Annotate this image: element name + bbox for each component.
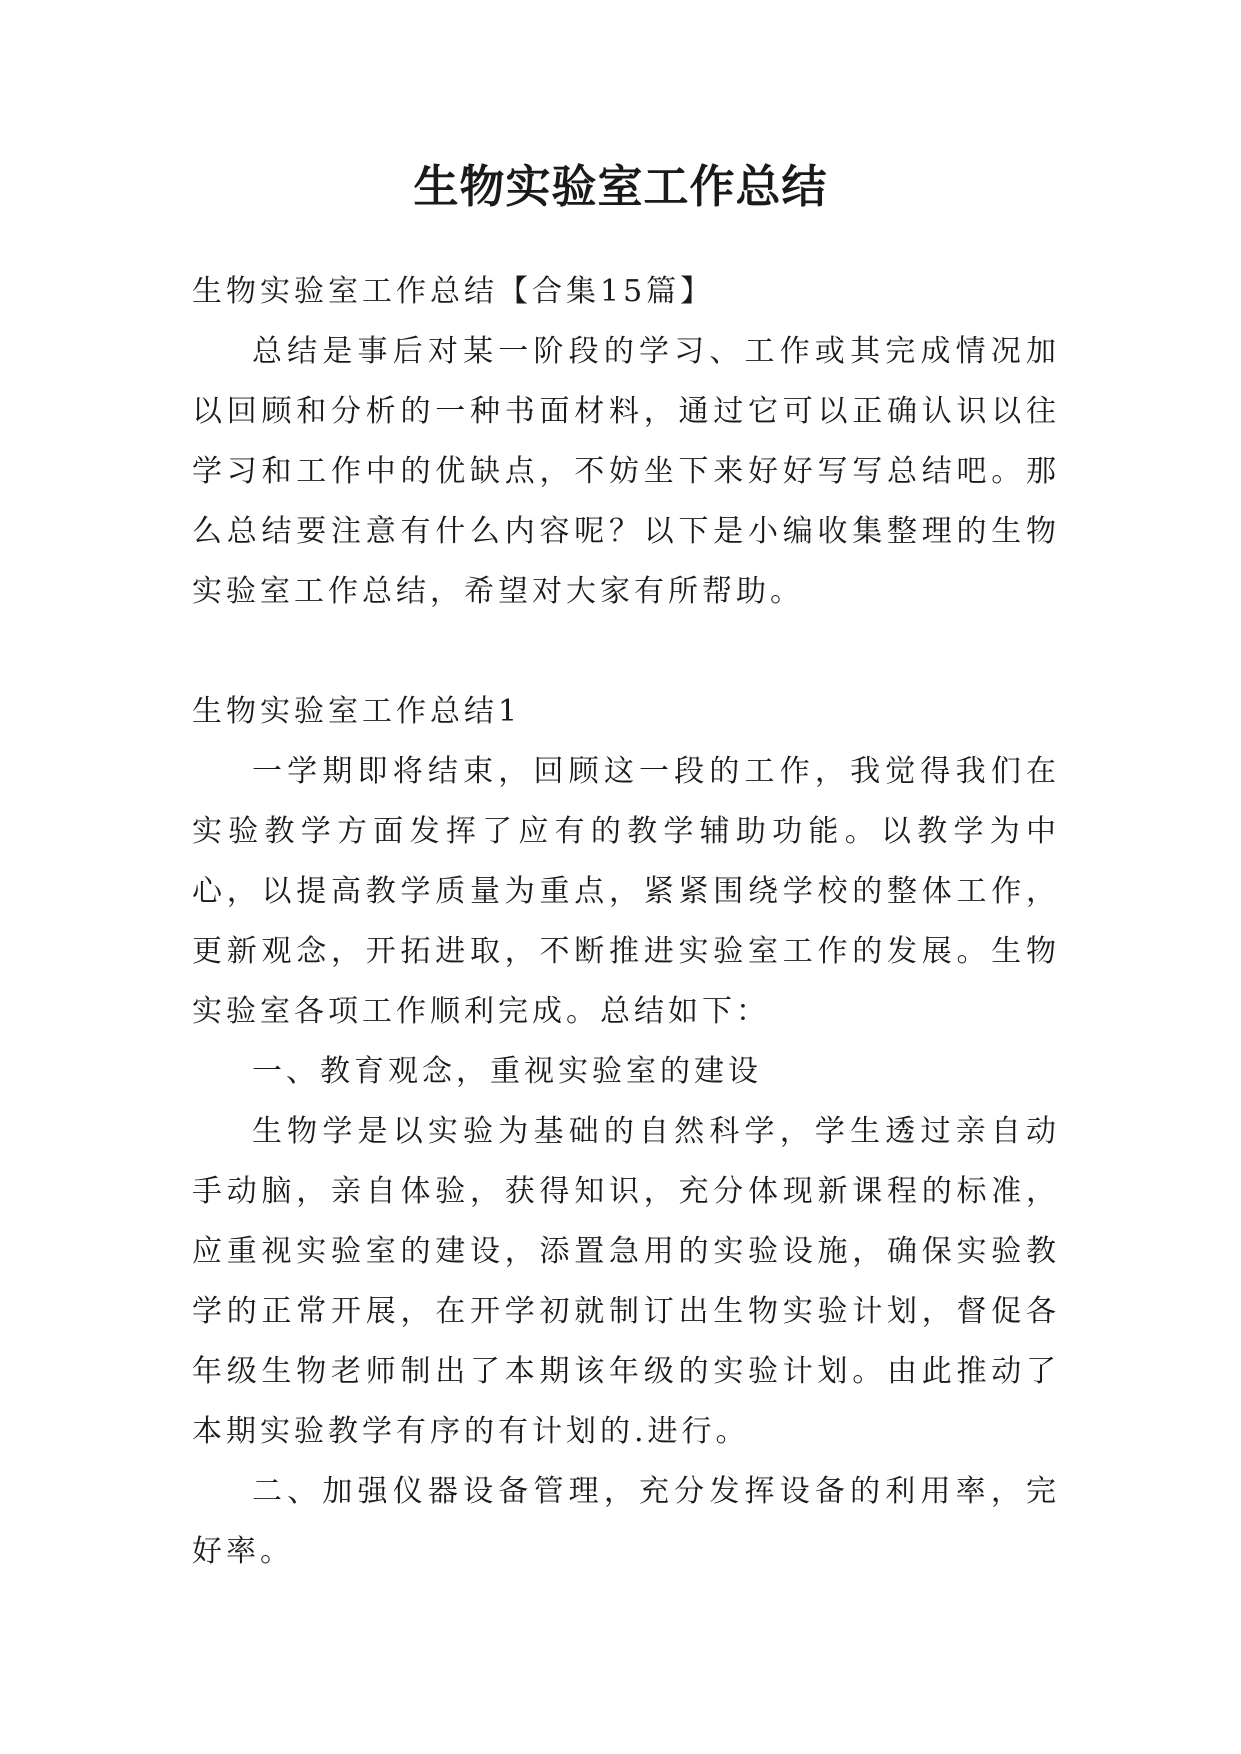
document-body xyxy=(192,262,1060,1582)
collection-subtitle: 生物实验室工作总结【合集15篇】 xyxy=(192,274,715,309)
section-heading: 生物实验室工作总结1 xyxy=(192,694,522,729)
section-paragraph: 生物学是以实验为基础的自然科学，学生透过亲自动手动脑，亲自体验，获得知识，充分体现新课程的标准，应重视实验室的建设，添置急用的实验设施，确保实验教学的正常开展，在开学初就制订出生物实验计划，督促各年级生物老师制出了本期该年级的实验计划。由此推动了本期实验教学有序的有计划的.进行。 xyxy=(192,1114,1060,1449)
section-paragraph: 一学期即将结束，回顾这一段的工作，我觉得我们在实验教学方面发挥了应有的教学辅助功能。以教学为中心，以提高教学质量为重点，紧紧围绕学校的整体工作，更新观念，开拓进取，不断推进实验室工作的发展。生物实验室各项工作顺利完成。总结如下： xyxy=(192,754,1060,1029)
section-point-heading: 一、教育观念，重视实验室的建设 xyxy=(252,1054,762,1089)
section-point-heading: 二、加强仪器设备管理，充分发挥设备的利用率，完好率。 xyxy=(192,1474,1060,1569)
intro-paragraph: 总结是事后对某一阶段的学习、工作或其完成情况加以回顾和分析的一种书面材料，通过它可以正确认识以往学习和工作中的优缺点，不妨坐下来好好写写总结吧。那么总结要注意有什么内容呢？以下是小编收集整理的生物实验室工作总结，希望对大家有所帮助。 xyxy=(192,334,1060,609)
spacer xyxy=(192,622,1060,682)
document-title: 生物实验室工作总结 xyxy=(413,160,828,213)
